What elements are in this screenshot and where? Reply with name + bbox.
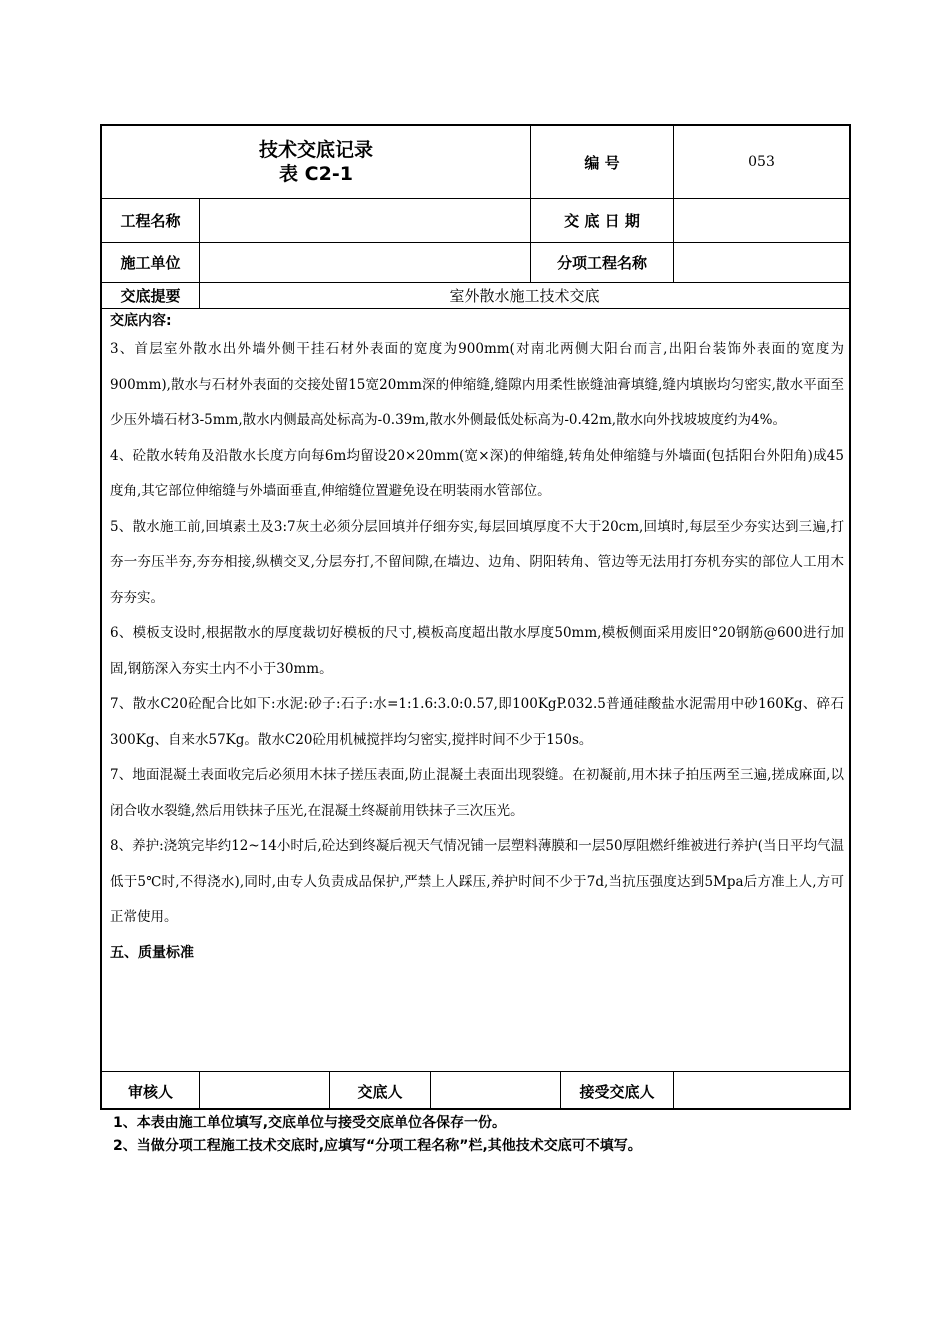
project-name-field[interactable] bbox=[200, 199, 530, 242]
content-paragraph: 5、散水施工前,回填素土及3:7灰土必须分层回填并仔细夯实,每层回填厚度不大于20cm,回填时,每层至少夯实达到三遍,打夯一夯压半夯,夯夯相接,纵横交叉,分层夯打,不留间隙,在墙边、边角、阴阳转角、管边等无法用打夯机夯实的部位人工用木夯夯实。 bbox=[110, 518, 844, 606]
content-paragraph: 6、模板支设时,根据散水的厚度裁切好模板的尺寸,模板高度超出散水厚度50mm,模板侧面采用废旧°20钢筋@600进行加固,钢筋深入夯实土内不小于30mm。 bbox=[110, 625, 844, 677]
reviewer-field[interactable] bbox=[200, 1072, 329, 1110]
content-paragraph: 7、地面混凝土表面收完后必须用木抹子搓压表面,防止混凝土表面出现裂缝。在初凝前,用木抹子拍压两至三遍,搓成麻面,以闭合收水裂缝,然后用铁抹子压光,在混凝土终凝前用铁抹子三次压光。 bbox=[110, 767, 844, 819]
technical-disclosure-form bbox=[100, 124, 851, 1110]
content-paragraph: 7、散水C20砼配合比如下:水泥:砂子:石子:水=1:1.6:3.0:0.57,即100KgP.032.5普通硅酸盐水泥需用中砂160Kg、碎石300Kg、自来水57Kg。散水C20砼用机械搅拌均匀密实,搅拌时间不少于150s。 bbox=[110, 696, 844, 748]
date-field[interactable] bbox=[674, 199, 849, 242]
quality-standard-heading: 五、质量标准 bbox=[110, 944, 194, 961]
content-paragraph: 4、砼散水转角及沿散水长度方向每6m均留设20×20mm(宽×深)的伸缩缝,转角处伸缩缝与外墙面(包括阳台外阳角)成45度角,其它部位伸缩缝与外墙面垂直,伸缩缝位置避免设在明装雨水管部位。 bbox=[110, 447, 844, 499]
receiver-field[interactable] bbox=[674, 1072, 849, 1110]
note-line: 2、当做分项工程施工技术交底时,应填写“分项工程名称”栏,其他技术交底可不填写。 bbox=[113, 1137, 642, 1154]
note-line: 1、本表由施工单位填写,交底单位与接受交底单位各保存一份。 bbox=[113, 1115, 507, 1131]
receiver-label: 接受交底人 bbox=[579, 1082, 655, 1101]
discloser-label: 交底人 bbox=[357, 1082, 403, 1101]
summary-label: 交底提要 bbox=[120, 287, 181, 305]
form-notes bbox=[113, 1112, 642, 1157]
reviewer-label: 审核人 bbox=[127, 1082, 173, 1101]
subproject-field[interactable] bbox=[674, 243, 849, 282]
subproject-label: 分项工程名称 bbox=[556, 254, 647, 272]
construction-unit-field[interactable] bbox=[200, 243, 530, 282]
form-title-line1: 技术交底记录 bbox=[258, 139, 373, 161]
number-label: 编 号 bbox=[584, 153, 620, 172]
date-label: 交 底 日 期 bbox=[564, 212, 640, 230]
project-name-label: 工程名称 bbox=[120, 212, 181, 230]
construction-unit-label: 施工单位 bbox=[120, 254, 181, 272]
summary-value: 室外散水施工技术交底 bbox=[449, 287, 600, 305]
content-paragraph: 3、首层室外散水出外墙外侧干挂石材外表面的宽度为900mm(对南北两侧大阳台而言,出阳台装饰外表面的宽度为900mm),散水与石材外表面的交接处留15宽20mm深的伸缩缝,缝隙内用柔性嵌缝油膏填缝,缝内填嵌均匀密实,散水平面至少压外墙石材3-5mm,散水内侧最高处标高为-0.39m,散水外侧最低处标高为-0.42m,散水向外找坡坡度约为4%。 bbox=[110, 341, 844, 428]
content-paragraph: 8、养护:浇筑完毕约12~14小时后,砼达到终凝后视天气情况铺一层塑料薄膜和一层50厚阻燃纤维被进行养护(当日平均气温低于5℃时,不得浇水),同时,由专人负责成品保护,严禁上人踩压,养护时间不少于7d,当抗压强度达到5Mpa后方准上人,方可正常使用。 bbox=[110, 838, 844, 925]
number-value: 053 bbox=[748, 154, 775, 170]
row-divider bbox=[102, 308, 849, 309]
disclosure-content bbox=[110, 310, 844, 964]
content-heading: 交底内容: bbox=[110, 313, 172, 329]
form-title bbox=[102, 126, 530, 198]
form-title-line2: 表 C2-1 bbox=[279, 163, 353, 185]
discloser-field[interactable] bbox=[431, 1072, 560, 1110]
